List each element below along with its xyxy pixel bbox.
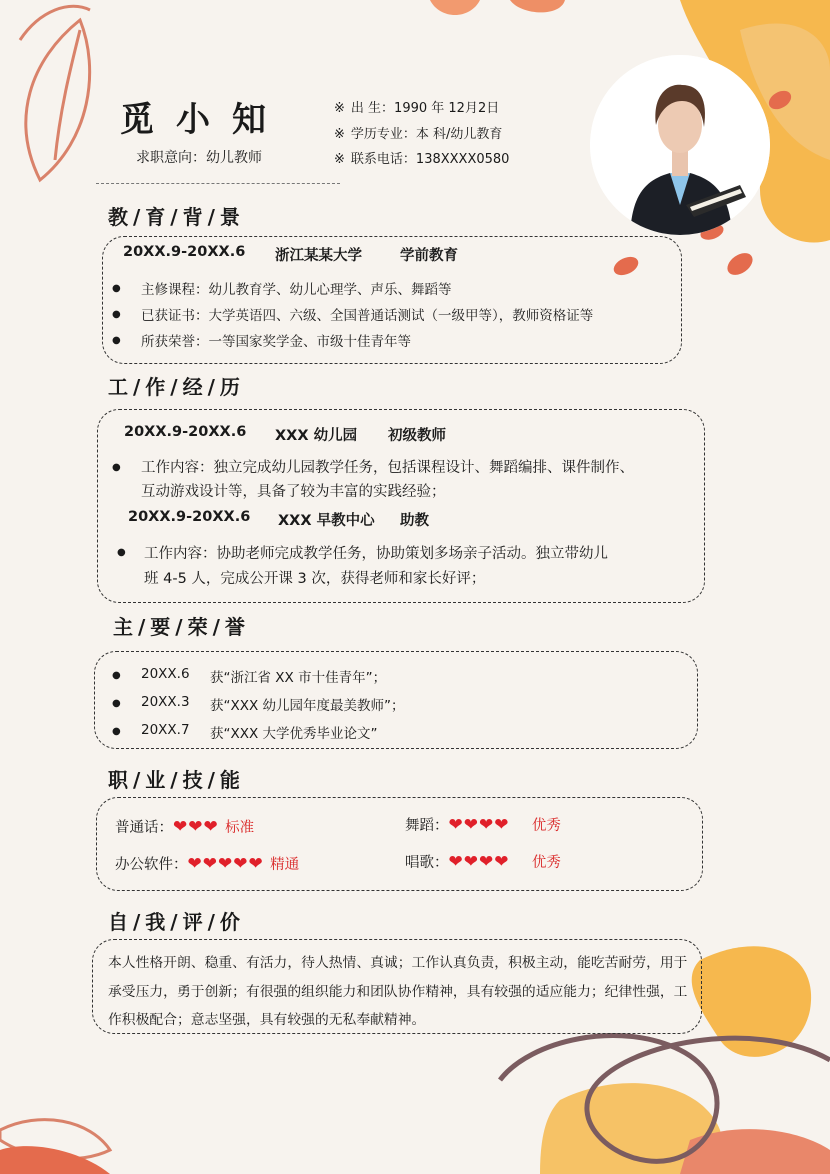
heart-rating-icon: ❤❤❤❤ [448, 815, 516, 835]
education-school: 浙江某某大学 [275, 248, 362, 264]
reference-mark-icon: ※ [334, 127, 345, 142]
section-title-work: 工/作/经/历 [108, 375, 245, 399]
skill-singing [405, 851, 561, 872]
candidate-name: 觅小知 [120, 100, 288, 140]
orange-blob-top [430, 0, 480, 15]
reference-mark-icon: ※ [334, 152, 345, 167]
leaf-outline-top-left [26, 20, 90, 180]
edu-value: 本 科/幼儿教育 [415, 127, 503, 142]
skill-label: 舞蹈： [405, 818, 449, 834]
honor-text: 获“XXX 大学优秀毕业论文” [210, 726, 378, 742]
heart-rating-icon: ❤❤❤ [173, 817, 226, 837]
bullet-icon: ● [112, 309, 121, 320]
heart-rating-icon: ❤❤❤❤ [448, 852, 516, 872]
birth-info [334, 97, 499, 116]
profile-photo [590, 55, 770, 235]
bullet-icon: ● [117, 547, 126, 558]
section-title-self-evaluation: 自/我/评/价 [108, 910, 245, 934]
bullet-icon: ● [112, 283, 121, 294]
work-desc-line: 互动游戏设计等，具备了较为丰富的实践经验； [141, 484, 446, 500]
leaf-outline-bottom-left [0, 1120, 110, 1159]
work-org: XXX 幼儿园 [275, 428, 358, 444]
orange-blob-top-2 [510, 0, 565, 12]
bullet-icon: ● [112, 726, 121, 737]
section-title-skills: 职/业/技/能 [108, 768, 245, 792]
work-desc-line: 班 4-5 人，完成公开课 3 次，获得老师和家长好评； [144, 571, 486, 587]
honor-date: 20XX.7 [141, 722, 190, 738]
birth-value: 1990 年 12月2日 [394, 101, 500, 116]
job-intent-label: 求职意向： [136, 150, 206, 166]
header-divider [96, 183, 340, 184]
honor-date: 20XX.6 [141, 666, 190, 682]
bullet-icon: ● [112, 670, 121, 681]
coral-blob-bottom-left [0, 1146, 110, 1174]
job-intent-value: 幼儿教师 [206, 150, 262, 166]
honor-text: 获“XXX 幼儿园年度最美教师”； [210, 698, 405, 714]
phone-value: 138XXXX0580 [415, 152, 510, 167]
heart-rating-icon: ❤❤❤❤❤ [187, 854, 271, 874]
skill-mandarin [115, 816, 254, 837]
phone-label: 联系电话： [350, 152, 416, 167]
birth-label: 出 生： [350, 101, 395, 116]
skill-level: 优秀 [531, 818, 561, 834]
bullet-icon: ● [112, 698, 121, 709]
reference-mark-icon: ※ [334, 101, 345, 116]
skill-dance [405, 814, 561, 835]
skill-label: 唱歌： [405, 855, 449, 871]
coral-dot-4 [766, 87, 795, 113]
education-info [334, 123, 502, 142]
bullet-icon: ● [112, 335, 121, 346]
leaf-outline-small [20, 6, 90, 40]
work-period: 20XX.9-20XX.6 [128, 509, 251, 525]
skill-office [115, 853, 299, 874]
phone-info [334, 148, 509, 167]
honor-text: 获“浙江省 XX 市十佳青年”； [210, 670, 387, 686]
work-org: XXX 早教中心 [278, 513, 375, 529]
education-item: 主修课程：幼儿教育学、幼儿心理学、声乐、舞蹈等 [141, 282, 452, 298]
skills-box [96, 797, 703, 891]
skill-level: 优秀 [531, 855, 561, 871]
skill-level: 标准 [225, 820, 255, 836]
skill-label: 普通话： [115, 820, 173, 836]
yellow-blob-bottom-2 [540, 1083, 730, 1174]
self-evaluation-text: 本人性格开朗、稳重、有活力，待人热情、真诚；工作认真负责，积极主动，能吃苦耐劳，用于承受压力，勇于创新；有很强的组织能力和团队协作精神，具有较强的适应能力；纪律性强，工作积极配合；意志坚强，具有较强的无私奉献精神。 [108, 955, 688, 1028]
section-title-education: 教/育/背/景 [108, 205, 245, 229]
work-desc-line: 工作内容：独立完成幼儿园教学任务，包括课程设计、舞蹈编排、课件制作、 [141, 460, 634, 476]
edu-label: 学历专业： [350, 127, 416, 142]
skill-level: 精通 [270, 857, 300, 873]
honor-date: 20XX.3 [141, 694, 190, 710]
education-item: 已获证书：大学英语四、六级、全国普通话测试（一级甲等），教师资格证等 [141, 308, 594, 324]
work-period: 20XX.9-20XX.6 [124, 424, 247, 440]
work-desc-line: 工作内容：协助老师完成教学任务，协助策划多场亲子活动。独立带幼儿 [144, 546, 608, 562]
job-intent [136, 147, 262, 167]
work-role: 初级教师 [388, 428, 446, 444]
education-period: 20XX.9-20XX.6 [123, 244, 246, 260]
skill-label: 办公软件： [115, 857, 188, 873]
bullet-icon: ● [112, 462, 121, 473]
education-major: 学前教育 [400, 248, 458, 264]
yellow-blob-bottom [692, 946, 811, 1057]
swirl-line [500, 1036, 830, 1162]
coral-dot-2 [723, 249, 756, 280]
coral-blob-bottom [680, 1129, 830, 1174]
section-title-honors: 主/要/荣/誉 [113, 615, 250, 639]
work-role: 助教 [400, 513, 429, 529]
education-item: 所获荣誉：一等国家奖学金、市级十佳青年等 [141, 334, 411, 350]
